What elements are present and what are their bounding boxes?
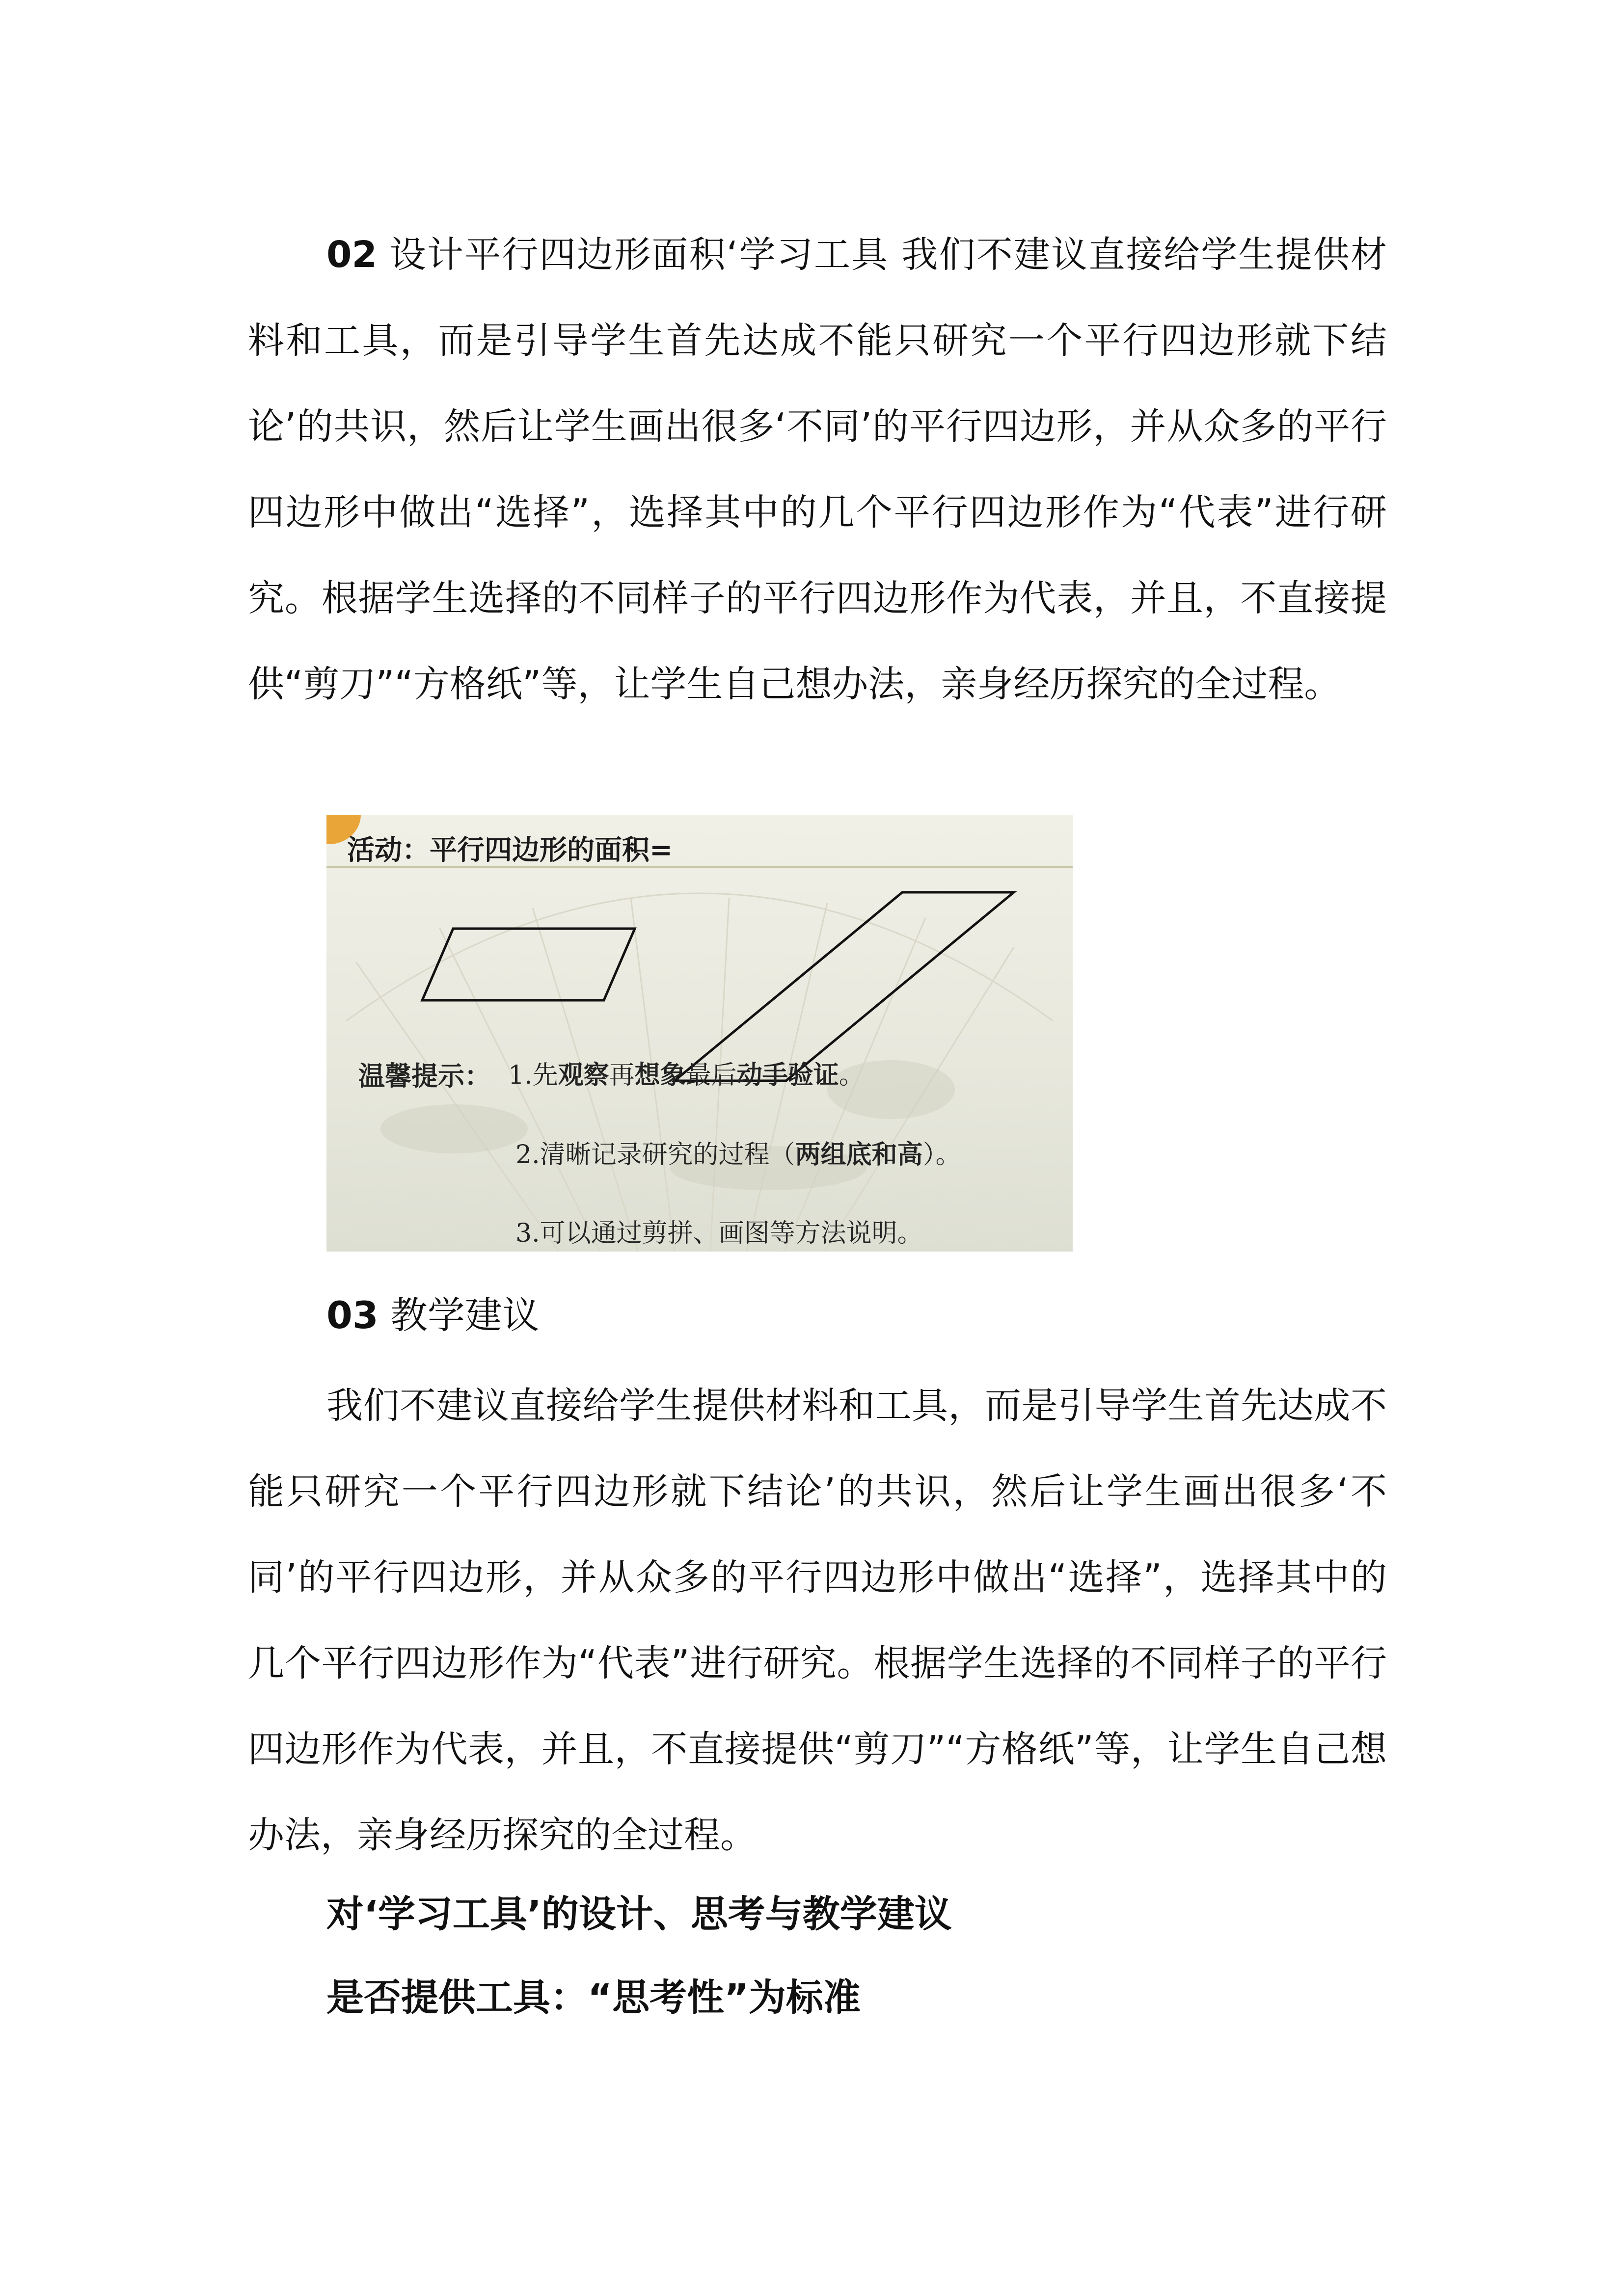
parallelogram-small [422, 929, 635, 1000]
tools-heading: 对‘学习工具’的设计、思考与教学建议 [326, 1892, 952, 1936]
tip-1: 1.先观察再想象最后动手验证。 [508, 1060, 865, 1090]
section-03-heading [326, 1291, 540, 1340]
tips-label: 温馨提示： [358, 1060, 491, 1092]
section-03-number: 03 [326, 1293, 379, 1337]
activity-slide-image [326, 815, 1073, 1252]
tip-3: 3.可以通过剪拼、画图等方法说明。 [515, 1219, 923, 1248]
section-02-number: 02 [326, 234, 377, 276]
section-03-title: 教学建议 [378, 1293, 540, 1337]
parallelogram-figures [326, 815, 1073, 1252]
slide-title: 活动：平行四边形的面积= [347, 834, 673, 866]
criterion-heading: 是否提供工具：“思考性”为标准 [326, 1976, 861, 2019]
section-03-paragraph: 我们不建议直接给学生提供材料和工具，而是引导学生首先达成不能只研究一个平行四边形就下结论’的共识，然后让学生画出很多‘不同’的平行四边形，并从众多的平行四边形中做出“选择”，选择其中的几个平行四边形作为“代表”进行研究。根据学生选择的不同样子的平行四边形作为代表，并且，不直接提供“剪刀”“方格纸”等，让学生自己想办法，亲身经历探究的全过程。 [248, 1385, 1387, 1856]
section-02-text: 设计平行四边形面积‘学习工具 我们不建议直接给学生提供材料和工具，而是引导学生首先达成不能只研究一个平行四边形就下结论’的共识，然后让学生画出很多‘不同’的平行四边形，并从众多的平行四边形中做出“选择”，选择其中的几个平行四边形作为“代表”进行研究。根据学生选择的不同样子的平行四边形作为代表，并且，不直接提供“剪刀”“方格纸”等，让学生自己想办法，亲身经历探究的全过程。 [248, 234, 1387, 705]
section-02-paragraph [248, 212, 1387, 727]
parallelogram-slanted [675, 892, 1014, 1081]
tip-2: 2.清晰记录研究的过程（两组底和高）。 [515, 1140, 961, 1170]
